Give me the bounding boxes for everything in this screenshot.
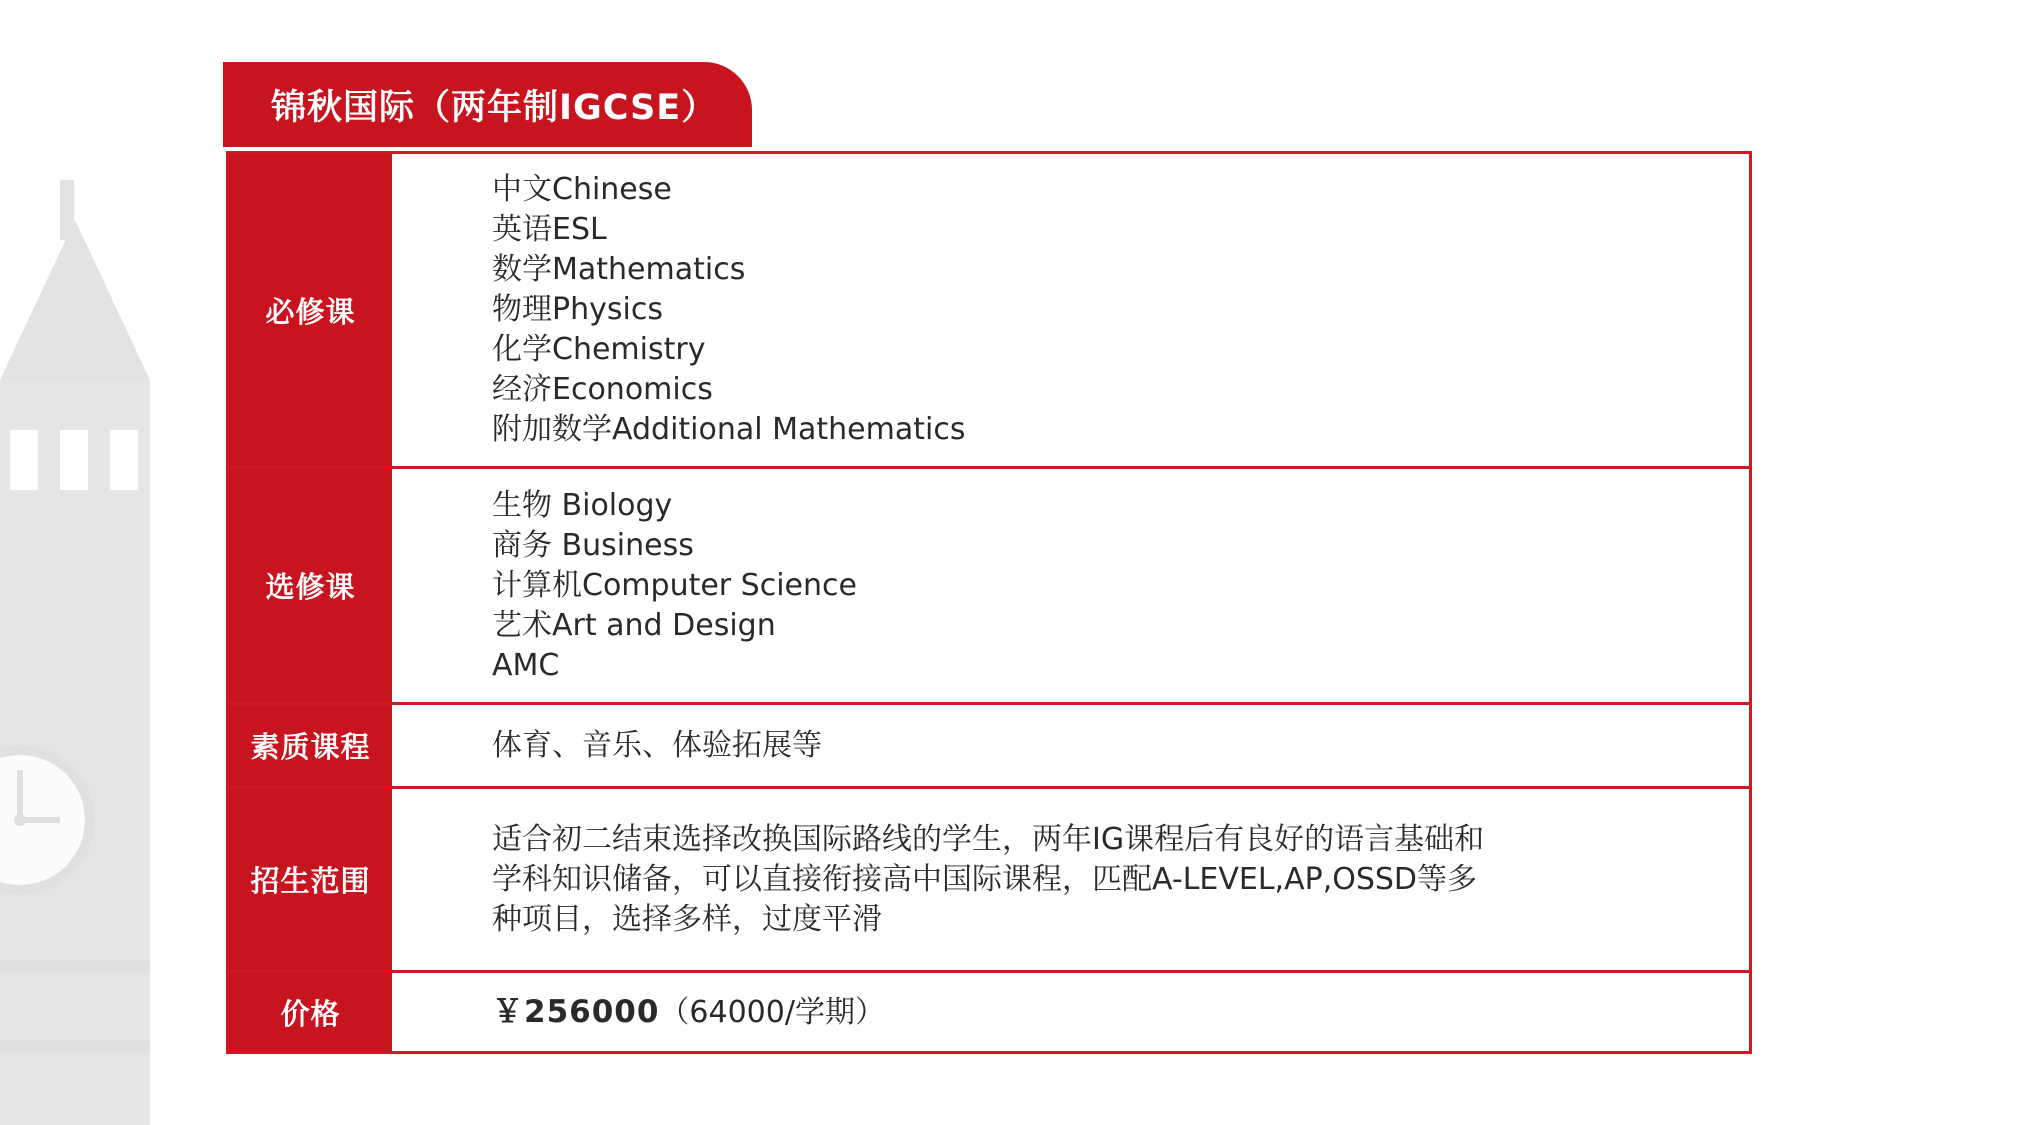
- row-required-courses: [229, 154, 1749, 469]
- clock-tower-image: [0, 180, 170, 1125]
- title-tab: [223, 62, 752, 147]
- list-item: 艺术Art and Design: [492, 607, 776, 643]
- required-courses-content: [395, 154, 1749, 466]
- list-item: 经济Economics: [492, 372, 713, 407]
- required-courses-list: [492, 170, 1749, 450]
- list-item: 化学Chemistry: [492, 332, 706, 367]
- elective-courses-content: [395, 469, 1749, 702]
- row-elective-courses: [229, 469, 1749, 705]
- quality-courses-label: 素质课程: [229, 705, 395, 786]
- elective-courses-list: [492, 486, 1749, 686]
- list-item: 计算机Computer Science: [492, 567, 857, 603]
- enrollment-line: 适合初二结束选择改换国际路线的学生，两年IG课程后有良好的语言基础和: [492, 821, 1485, 857]
- price-content: [395, 973, 1749, 1051]
- elective-courses-label: 选修课: [229, 469, 395, 702]
- enrollment-scope-content: [395, 789, 1749, 970]
- price-label: 价格: [229, 973, 395, 1051]
- curriculum-table: [226, 151, 1752, 1054]
- row-quality-courses: [229, 705, 1749, 789]
- list-item: AMC: [492, 647, 560, 683]
- enrollment-line: 学科知识储备，可以直接衔接高中国际课程，匹配A-LEVEL,AP,OSSD等多: [492, 861, 1478, 897]
- row-price: [229, 973, 1749, 1051]
- list-item: 数学Mathematics: [492, 252, 746, 287]
- list-item: 中文Chinese: [492, 172, 672, 207]
- quality-courses-text: 体育、音乐、体验拓展等: [492, 727, 822, 763]
- required-courses-label: 必修课: [229, 154, 395, 466]
- page-title: 锦秋国际（两年制IGCSE）: [271, 87, 718, 128]
- price-amount: ￥256000: [492, 993, 660, 1030]
- price-value: [492, 992, 1749, 1033]
- price-detail: （64000/学期）: [659, 994, 885, 1030]
- list-item: 生物 Biology: [492, 487, 673, 523]
- enrollment-scope-label: 招生范围: [229, 789, 395, 970]
- list-item: 附加数学Additional Mathematics: [492, 412, 966, 447]
- list-item: 英语ESL: [492, 212, 607, 247]
- list-item: 物理Physics: [492, 292, 663, 327]
- list-item: 商务 Business: [492, 527, 694, 563]
- quality-courses-content: [395, 705, 1749, 786]
- enrollment-line: 种项目，选择多样，过度平滑: [492, 901, 882, 937]
- row-enrollment-scope: [229, 789, 1749, 973]
